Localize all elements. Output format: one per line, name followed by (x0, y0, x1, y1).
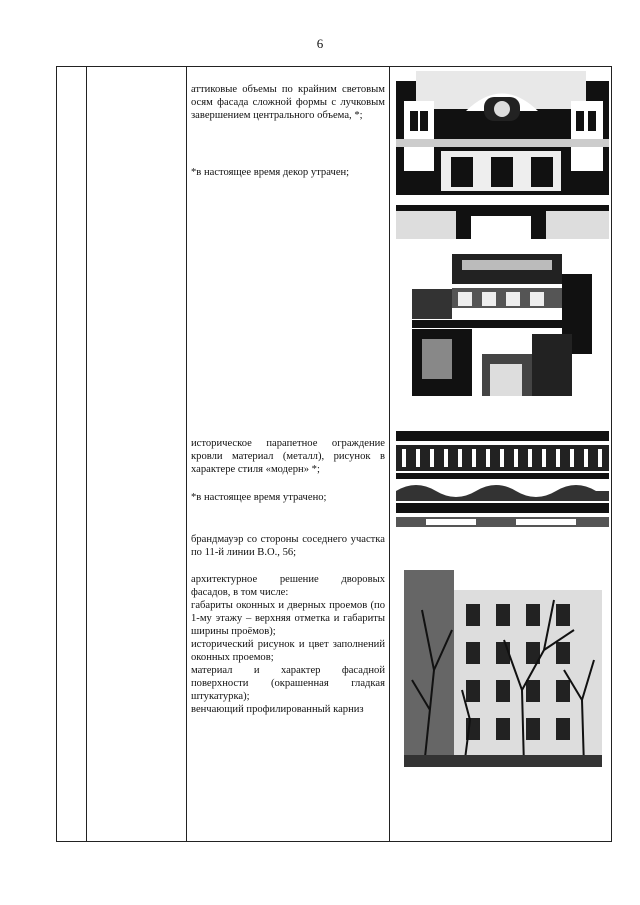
parapet-fence-photo (396, 431, 609, 527)
courtyard-cornice: венчающий профилированный карниз (191, 704, 364, 715)
balcony-facade-photo (412, 244, 592, 396)
page-number: 6 (316, 36, 324, 51)
courtyard-surface: материал и характер фасадной поверхности (окрашенная гладкая штукатурка); (191, 665, 385, 702)
courtyard-windows: исторический рисунок и цвет заполнений оконных проемов; (191, 639, 385, 663)
row-attic-note (191, 166, 385, 179)
column-divider-2 (186, 66, 187, 842)
column-divider-1 (86, 66, 87, 842)
firewall-description: брандмауэр со стороны соседнего участка по 11-й линии В.О., 56; (191, 534, 385, 558)
parapet-description: историческое парапетное ограждение кровли материал (металл), рисунок в характере стиля «модерн» *; (191, 438, 385, 475)
attic-description: аттиковые объемы по крайним световым осям фасада сложной формы с лучковым завершением центрального объема, *; (191, 84, 385, 121)
courtyard-openings: габариты оконных и дверных проемов (по 1-му этажу – верхняя отметка и габариты ширины проёмов); (191, 600, 385, 637)
courtyard-facade-photo (404, 570, 602, 767)
column-divider-3 (389, 66, 390, 842)
attic-volume-photo (396, 71, 609, 239)
row-courtyard-text (191, 573, 385, 716)
attic-note: *в настоящее время декор утрачен; (191, 167, 350, 178)
row-parapet-text (191, 437, 385, 476)
row-firewall-text (191, 533, 385, 559)
courtyard-intro: архитектурное решение дворовых фасадов, в том числе: (191, 574, 385, 598)
row-parapet-note (191, 491, 385, 504)
parapet-note: *в настоящее время утрачено; (191, 492, 327, 503)
row-attic-text (191, 83, 385, 122)
